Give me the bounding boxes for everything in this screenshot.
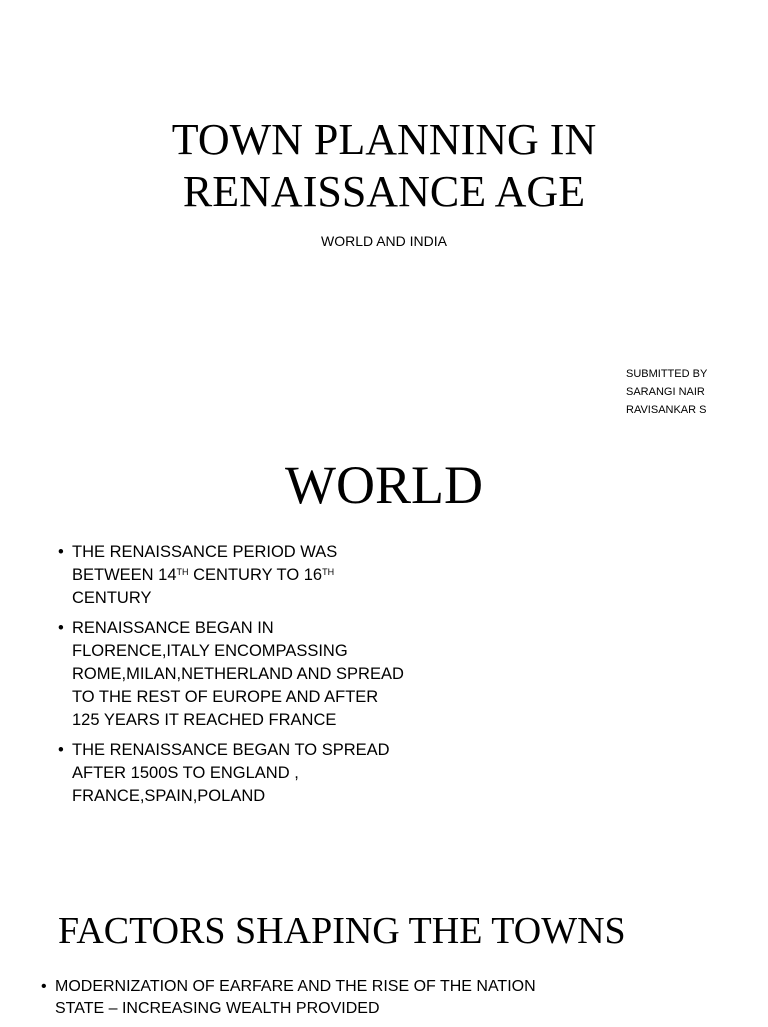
- factors-slide: [0, 890, 768, 1024]
- bullet-dot-icon: •: [41, 978, 47, 995]
- bullet-text-line: CENTURY: [72, 589, 152, 607]
- credits-block: [626, 365, 707, 419]
- bullet-item: [41, 976, 561, 1020]
- bullet-list: [58, 541, 408, 815]
- presentation-subtitle: WORLD AND INDIA: [320, 233, 447, 249]
- world-slide: [0, 440, 768, 890]
- title-line-2: RENAISSANCE AGE: [182, 167, 586, 216]
- author-name-2: RAVISANKAR S: [626, 404, 707, 416]
- bullet-text-line: THE RENAISSANCE PERIOD WAS: [72, 543, 338, 561]
- bullet-text-segment: CENTURY TO 16: [188, 566, 323, 584]
- bullet-text: [72, 543, 337, 607]
- title-line-1: TOWN PLANNING IN: [171, 115, 597, 164]
- superscript: TH: [176, 567, 189, 577]
- bullet-item: [58, 541, 408, 610]
- bullet-text: THE RENAISSANCE BEGAN TO SPREAD AFTER 1500S TO ENGLAND , FRANCE,SPAIN,POLAND: [72, 741, 390, 805]
- bullet-dot-icon: •: [58, 619, 64, 637]
- bullet-list: [41, 976, 561, 1027]
- bullet-text-segment: BETWEEN 14: [72, 566, 177, 584]
- bullet-dot-icon: •: [58, 543, 64, 561]
- presentation-title: [0, 114, 768, 218]
- bullet-text: MODERNIZATION OF EARFARE AND THE RISE OF THE NATION STATE – INCREASING WEALTH PROVIDED: [55, 978, 536, 1017]
- bullet-text: RENAISSANCE BEGAN IN FLORENCE,ITALY ENCOMPASSING ROME,MILAN,NETHERLAND AND SPREAD TO THE REST OF EUROPE AND AFTER 125 YEARS IT REACHED FRANCE: [72, 619, 404, 729]
- superscript: TH: [322, 567, 335, 577]
- author-name-1: SARANGI NAIR: [626, 386, 705, 398]
- bullet-item: [58, 617, 408, 732]
- submitted-by-label: SUBMITTED BY: [626, 368, 708, 380]
- slide-heading: WORLD: [285, 455, 483, 515]
- bullet-dot-icon: •: [58, 741, 64, 759]
- bullet-item: [58, 739, 408, 808]
- slide-heading: FACTORS SHAPING THE TOWNS: [58, 910, 626, 952]
- title-slide: [0, 0, 768, 440]
